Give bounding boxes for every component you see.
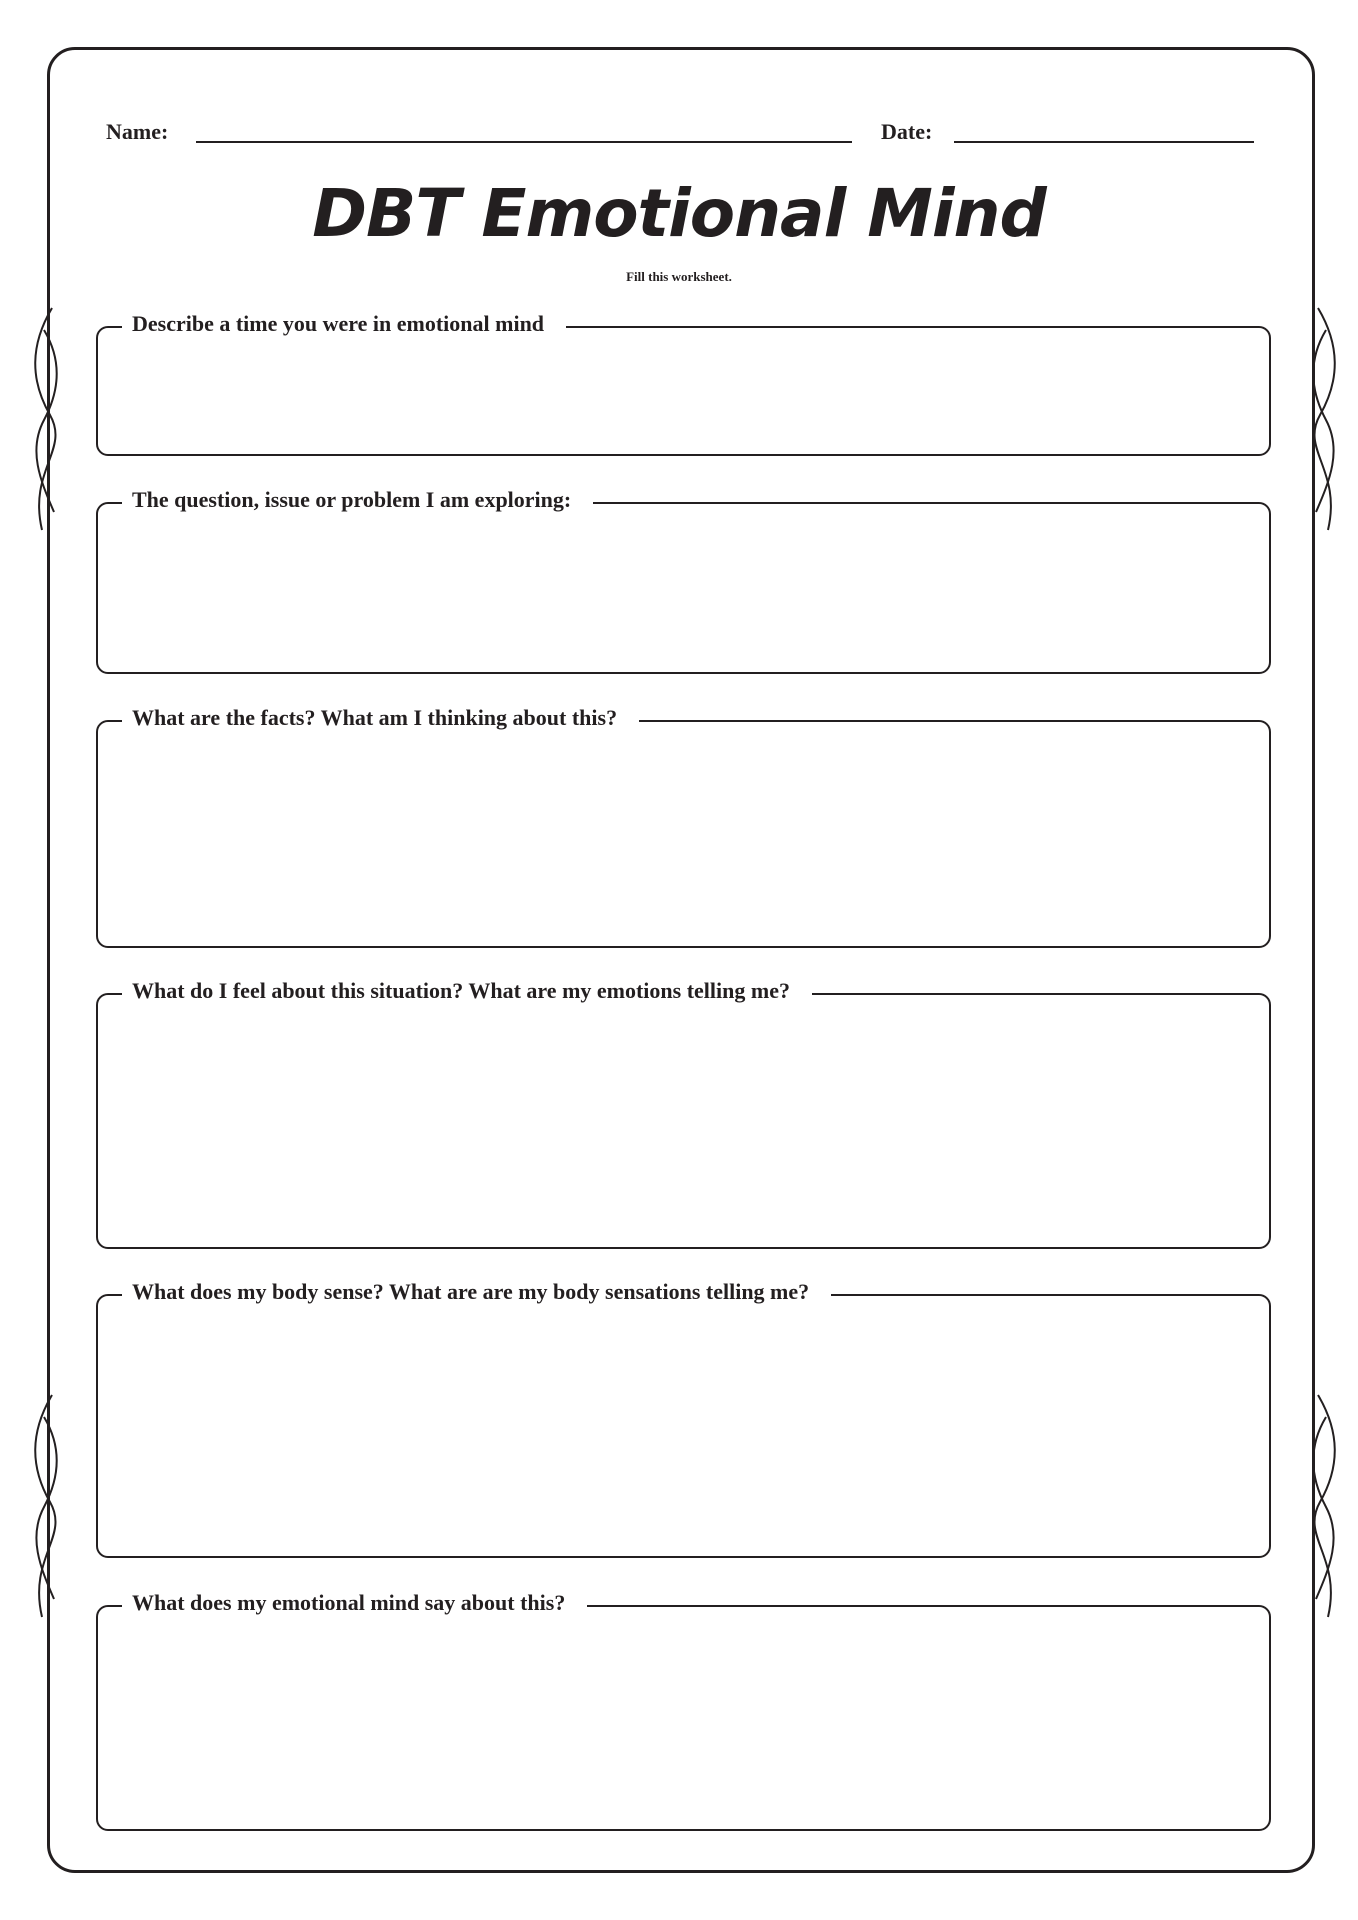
answer-area[interactable] (98, 722, 1269, 946)
right-squiggle-top (1314, 308, 1334, 530)
header-row (106, 118, 1254, 150)
section-question-issue (96, 487, 1271, 674)
right-squiggle-bottom-2 (1313, 1417, 1333, 1599)
answer-area[interactable] (98, 504, 1269, 672)
section-label: What are the facts? What am I thinking about this? (122, 703, 639, 733)
section-emotional-mind-says (96, 1590, 1271, 1831)
section-label: What does my body sense? What are are my body sensations telling me? (122, 1277, 831, 1307)
page-subtitle: Fill this worksheet. (626, 269, 732, 284)
section-body-sensations (96, 1279, 1271, 1558)
right-squiggle-top-2 (1313, 330, 1333, 512)
name-field[interactable] (196, 141, 852, 143)
section-facts-thinking (96, 705, 1271, 948)
page-title: DBT Emotional Mind (312, 175, 1046, 252)
date-field[interactable] (954, 141, 1254, 143)
section-label: Describe a time you were in emotional mind (122, 309, 566, 339)
answer-area[interactable] (98, 328, 1269, 454)
section-label: What does my emotional mind say about this? (122, 1588, 587, 1618)
answer-area[interactable] (98, 995, 1269, 1247)
answer-area[interactable] (98, 1607, 1269, 1829)
name-label: Name: (106, 119, 169, 144)
date-label: Date: (881, 119, 933, 144)
section-label: What do I feel about this situation? What are my emotions telling me? (122, 976, 812, 1006)
answer-area[interactable] (98, 1296, 1269, 1556)
section-emotional-mind-time (96, 311, 1271, 456)
section-label: The question, issue or problem I am exploring: (122, 485, 593, 515)
right-squiggle-bottom (1314, 1395, 1334, 1617)
section-feelings-emotions (96, 978, 1271, 1249)
